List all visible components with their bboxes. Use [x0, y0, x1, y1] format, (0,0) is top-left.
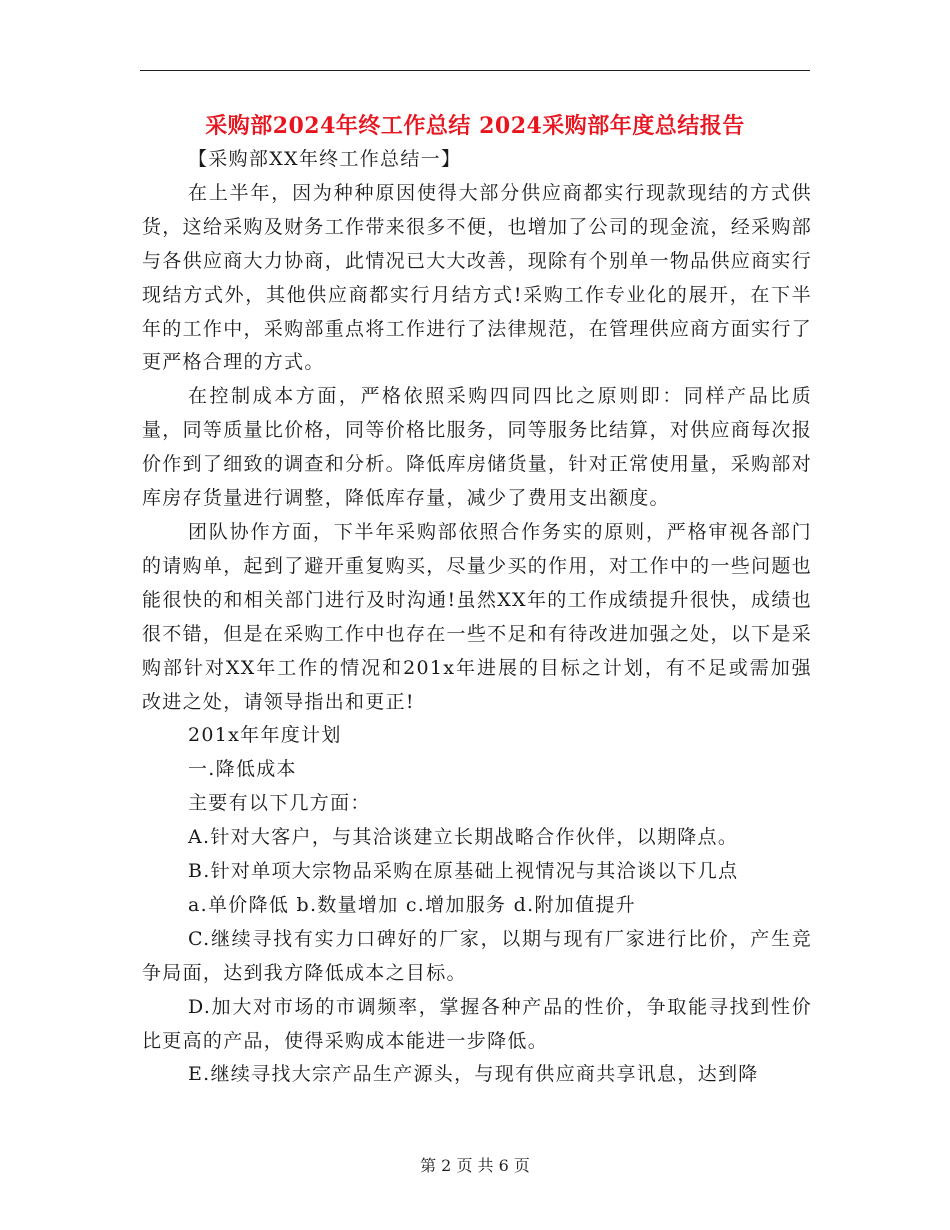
- page-footer: 第 2 页 共 6 页: [420, 1156, 530, 1175]
- list-item: E.继续寻找大宗产品生产源头，与现有供应商共享讯息，达到降: [188, 1063, 759, 1086]
- list-item: B.针对单项大宗物品采购在原基础上视情况与其洽谈以下几点: [188, 860, 739, 883]
- list-item: A.针对大客户，与其洽谈建立长期战略合作伙伴，以期降点。: [188, 826, 739, 849]
- document-body: [142, 143, 812, 1092]
- body-paragraph: 主要有以下几方面：: [188, 792, 371, 815]
- list-item: a.单价降低 b.数量增加 c.增加服务 d.附加值提升: [188, 893, 636, 916]
- list-item: C.继续寻找有实力口碑好的厂家，以期与现有厂家进行比价，产生竞争局面，达到我方降低成本之目标。: [142, 927, 812, 984]
- document-title: 采购部2024年终工作总结 2024采购部年度总结报告: [205, 113, 745, 139]
- header-rule: [140, 70, 810, 71]
- subheading: 一.降低成本: [188, 758, 297, 781]
- list-item: D.加大对市场的市调频率，掌握各种产品的性价，争取能寻找到性价比更高的产品，使得采购成本能进一步降低。: [142, 995, 812, 1052]
- section-heading: 【采购部XX年终工作总结一】: [188, 148, 462, 170]
- body-paragraph: 团队协作方面，下半年采购部依照合作务实的原则，严格审视各部门的请购单，起到了避开重复购买，尽量少买的作用，对工作中的一些问题也能很快的和相关部门进行及时沟通!虽然XX年的工作成绩提升很快，成绩也很不错，但是在采购工作中也存在一些不足和有待改进加强之处，以下是采购部针对XX年工作的情况和201x年进展的目标之计划，有不足或需加强改进之处，请领导指出和更正!: [142, 520, 812, 713]
- body-paragraph: 在上半年，因为种种原因使得大部分供应商都实行现款现结的方式供货，这给采购及财务工作带来很多不便，也增加了公司的现金流，经采购部与各供应商大力协商，此情况已大大改善，现除有个别单一物品供应商实行现结方式外，其他供应商都实行月结方式!采购工作专业化的展开，在下半年的工作中，采购部重点将工作进行了法律规范，在管理供应商方面实行了更严格合理的方式。: [142, 181, 812, 374]
- body-paragraph: 在控制成本方面，严格依照采购四同四比之原则即：同样产品比质量，同等质量比价格，同等价格比服务，同等服务比结算，对供应商每次报价作到了细致的调查和分析。降低库房储货量，针对正常使用量，采购部对库房存货量进行调整，降低库存量，减少了费用支出额度。: [142, 385, 812, 510]
- plan-heading: 201x年年度计划: [188, 724, 342, 747]
